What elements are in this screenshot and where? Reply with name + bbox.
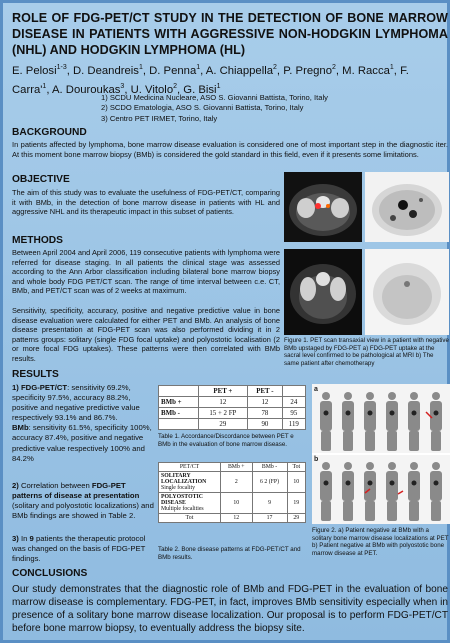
pet-axial-image-a [365,172,449,242]
table-2-header-cell: Tot [287,463,305,472]
figure2-pet-mip-grid [312,384,450,524]
results-item-3 [12,534,154,564]
results-2-bold: FDG-PET patterns of disease at presentation [12,481,140,501]
results-3-text-a: In [18,534,30,543]
pet-axial-image-b [365,249,449,335]
pet-body-legs [409,431,419,451]
pet-body-head [322,392,330,400]
pet-body-legs [387,431,397,451]
figure2-label-a: a [314,386,318,393]
author-affiliation-marker: 2 [273,64,277,71]
background-text: In patients affected by lymphoma, bone marrow disease evaluation is considered one of most important step in the diagnostic iter. At this moment bone marrow biopsy (BMb) is considered the gold standard in this field, even if it presents some limitations. [12,140,448,159]
table-1-cell: 12 [248,397,282,408]
author-name: E. Pelosi [12,64,57,77]
pet-uptake-focus [434,411,439,416]
pet-body-legs [387,501,397,521]
table-2-row-label [159,493,221,514]
author-name: U. Vitolo [130,83,174,96]
author-affiliation-marker: 2 [173,82,178,90]
pet-uptake-focus [390,411,395,416]
pet-body-head [388,462,396,470]
table-1-header-cell: PET + [198,386,248,397]
table-2 [158,462,306,523]
methods-text-1: Between April 2004 and April 2006, 119 consecutive patients with lymphoma were referred for disease staging. In all patients the clinical stage was assessed according to the Ann Arbor classification including bilateral bone marrow biopsy and whole body FDG PET/CT scan. The range of time interval between c.e. CT, BMb, and PET/CT scan was of 2 weeks at maximum. [12,248,280,296]
table-2-cell: 19 [287,493,305,514]
table-1-cell: 29 [198,419,248,430]
results-1-label: 1) FDG-PET/CT [12,383,68,392]
figure2-label-b: b [314,456,319,463]
table-2-row [159,472,306,493]
pet-body-head [344,462,352,470]
pet-uptake-focus [346,481,351,486]
affiliation-3: 3) Centro PET IRMET, Torino, Italy [101,113,218,123]
results-2-text-a: Correlation between [18,481,92,490]
table-1-cell: BMb - [159,408,199,419]
pet-body-torso [430,401,442,431]
pet-body-legs [431,501,441,521]
results-1-text: : sensitivity 69.2%, specificity 97.5%, accuracy 88.2%, positive and negative predictive value respectively 93.1% and 86.7%. [12,383,140,423]
author-affiliation-marker: 1 [138,64,143,71]
results-3-num: 3) [12,534,19,543]
pet-uptake-focus [390,481,395,486]
table-1-cell: 95 [282,408,305,419]
table-1-cell: 15 + 2 FP [198,408,248,419]
ct-axial-image-a [284,172,362,242]
conclusions-text: Our study demonstrates that the diagnostic role of BMb and FDG-PET in the evaluation of bone marrow disease is complementary. FDG-PET, in fact, improves BMb sensitivity especially when in presence of a solitary bone marrow disease localization. Our proposal is to perform FDG-PET/CT before bone marrow biopsy, to eventually address the biopsy site. [12,584,448,634]
affiliation-1: 1) SCDU Medicina Nucleare, ASO S. Giovanni Battista, Torino, Italy [101,93,328,102]
results-2-num: 2) [12,481,19,490]
pet-body-torso [408,401,420,431]
pet-body-torso [364,401,376,431]
pet-body-legs [365,501,375,521]
table-1-row [159,397,306,408]
author-name: A. Douroukas [51,83,121,96]
pet-body-head [432,462,440,470]
pet-body-legs [431,431,441,451]
table-2-row-label [159,472,221,493]
table-1-cell: 12 [198,397,248,408]
pet-body-legs [343,501,353,521]
table-1-cell [159,419,199,430]
results-2-text-b: (solitary and polyostotic localizations) and BMb findings are showed in Table 2. [12,501,154,521]
results-1b-text: : sensitivity 61.5%, specificity 100%, accuracy 87.4%, positive and negative predictive value respectively 100% and 84.2% [12,423,152,463]
table-2-row [159,514,306,523]
table-2-cell: 10 [287,472,305,493]
pet-body-torso [364,471,376,501]
author-name: D. Deandreis [73,64,139,77]
author-name: P. Pregno [283,64,332,77]
table-2-cell: 12 [221,514,253,523]
pet-uptake-focus [368,411,373,416]
author-list: E. Pelosi$^{1-3}$, D. Deandreis$^1$, D. Penna$^1$, A. Chiappella$^2$, P. Pregno$^2$, M. Racca$^1$, F. $Carra'^1$, A. Douroukas$^3$, U. Vitolo$^2$, G. Bisi$^1$ [12,64,409,96]
pet-uptake-focus [368,481,373,486]
author-affiliation-marker: 1 [42,82,47,90]
table-1-caption: Table 1. Accordance/Discordance between PET e BMb in the evaluation of bone marrow disease. [158,433,294,448]
pet-body-head [366,462,374,470]
pet-mip-images [312,384,450,524]
table-2-cell: 6 2 (FP) [252,472,287,493]
ct-axial-image-b [284,249,362,335]
affiliation-list [101,93,401,124]
pet-uptake-focus [412,481,417,486]
pet-body-legs [343,431,353,451]
table-2-cell: 9 [252,493,287,514]
results-3-text-b: patients the therapeutic protocol was changed on the basis of FDG-PET findings. [12,534,146,564]
table-1-header-cell: PET - [248,386,282,397]
author-affiliation-marker: 1 [216,82,221,90]
pet-body-head [322,462,330,470]
table-2-row-label: Tot [159,514,221,523]
author-name: M. Racca [342,64,390,77]
pet-body-torso [342,471,354,501]
table-2-header-cell: PET/CT [159,463,221,472]
pet-uptake-focus [324,481,329,486]
pet-uptake-focus [412,411,417,416]
pet-body-legs [409,501,419,521]
pet-body-head [432,392,440,400]
table-1-cell: BMb + [159,397,199,408]
table-1-row [159,419,306,430]
pet-body-head [366,392,374,400]
pet-body-head [388,392,396,400]
table-2-label-sub: Single focality [161,485,195,491]
pet-body-legs [321,501,331,521]
table-1 [158,385,306,430]
table-2-header-row [159,463,306,472]
pet-uptake-focus [324,411,329,416]
pet-body-head [344,392,352,400]
pet-body-torso [342,401,354,431]
table-2-label-sub: Multiple focalities [161,506,204,512]
pet-body-torso [386,401,398,431]
author-name: F. Carra' [12,64,409,96]
results-item-1 [12,383,154,464]
table-2-label-bold: SOLITARY LOCALIZATION [161,473,207,485]
results-3-bold: 9 [29,534,34,543]
table-1-header-row [159,386,306,397]
conclusions-heading: CONCLUSIONS [12,568,88,579]
author-affiliation-marker: 1 [389,64,394,71]
author-name: D. Penna [149,64,197,77]
author-affiliation-marker: 3 [120,82,125,90]
results-heading: RESULTS [12,369,59,380]
results-item-2 [12,481,154,521]
pet-uptake-focus [434,481,439,486]
figure2-caption: Figure 2. a) Patient negative at BMb with a solitary bone marrow disease localizations at PET b) Patient negative at BMb with polyostotic bone marrow disease at PET. [312,527,449,557]
table-1-cell: 24 [282,397,305,408]
table-1-header-cell [159,386,199,397]
pet-body-torso [430,471,442,501]
figure1-caption: Figure 1. PET scan transaxial view in a patient with negative BMb upstaged by FDG-PET a) FDG-PET uptake at the sacral level confirmed to be pathological at MRI b) The same patient after chemotherapy [284,337,449,367]
affiliation-2: 2) SCDO Ematologia, ASO S. Giovanni Battista, Torino, Italy [101,103,304,113]
table-1-cell: 119 [282,419,305,430]
author-affiliation-marker: 1-3 [56,64,67,71]
table-1-row [159,408,306,419]
pet-body-torso [386,471,398,501]
pet-body-legs [321,431,331,451]
objective-heading: OBJECTIVE [12,174,70,185]
table-1-header-cell [282,386,305,397]
table-2-cell: 17 [252,514,287,523]
table-2-caption: Table 2. Bone disease patterns at FDG-PET/CT and BMb results. [158,546,301,561]
pet-body-head [410,462,418,470]
results-1b-label: BMb [12,423,29,433]
pet-body-legs [365,431,375,451]
pet-body-torso [408,471,420,501]
table-1-cell: 90 [248,419,282,430]
pet-body-torso [320,401,332,431]
table-2-cell: 2 [221,472,253,493]
table-2-row [159,493,306,514]
table-2-header-cell: BMb - [252,463,287,472]
pet-body-head [410,392,418,400]
author-name: G. Bisi [183,83,217,96]
table-1-cell: 78 [248,408,282,419]
table-2-header-cell: BMb + [221,463,253,472]
methods-text-2: Sensitivity, specificity, accuracy, positive and negative predictive value in bone disease evaluation were calculated for either PET and BMb. An analysis of bone disease presentation at FDG-PET scan was also performed dividing it in 2 patterns groups: solitary (single FDG focal uptake) and polyostotic localisation (2 or more focal FDG uptakes). These patterns were then correlated with BMb results. [12,306,280,363]
table-2-label-bold: POLYOSTOTIC DISEASE [161,494,203,506]
table-2-cell: 10 [221,493,253,514]
pet-body-torso [320,471,332,501]
pet-uptake-focus [346,411,351,416]
poster-title: ROLE OF FDG-PET/CT STUDY IN THE DETECTION OF BONE MARROW DISEASE IN PATIENTS WITH AGGRESSIVE NON-HODGKIN LYMPHOMA (NHL) AND HODGKIN LYMPHOMA (HL) [12,11,448,57]
methods-heading: METHODS [12,235,63,246]
author-affiliation-marker: 1 [196,64,201,71]
author-name: A. Chiappella [205,64,273,77]
author-affiliation-marker: 2 [331,64,336,71]
background-heading: BACKGROUND [12,127,87,138]
table-2-cell: 29 [287,514,305,523]
objective-text: The aim of this study was to evaluate the usefulness of FDG-PET/CT, comparing it with BMb, in the detection of bone marrow disease in patients with HL and aggressive NHL and its therapeutic impact in this subset of patients. [12,188,280,217]
